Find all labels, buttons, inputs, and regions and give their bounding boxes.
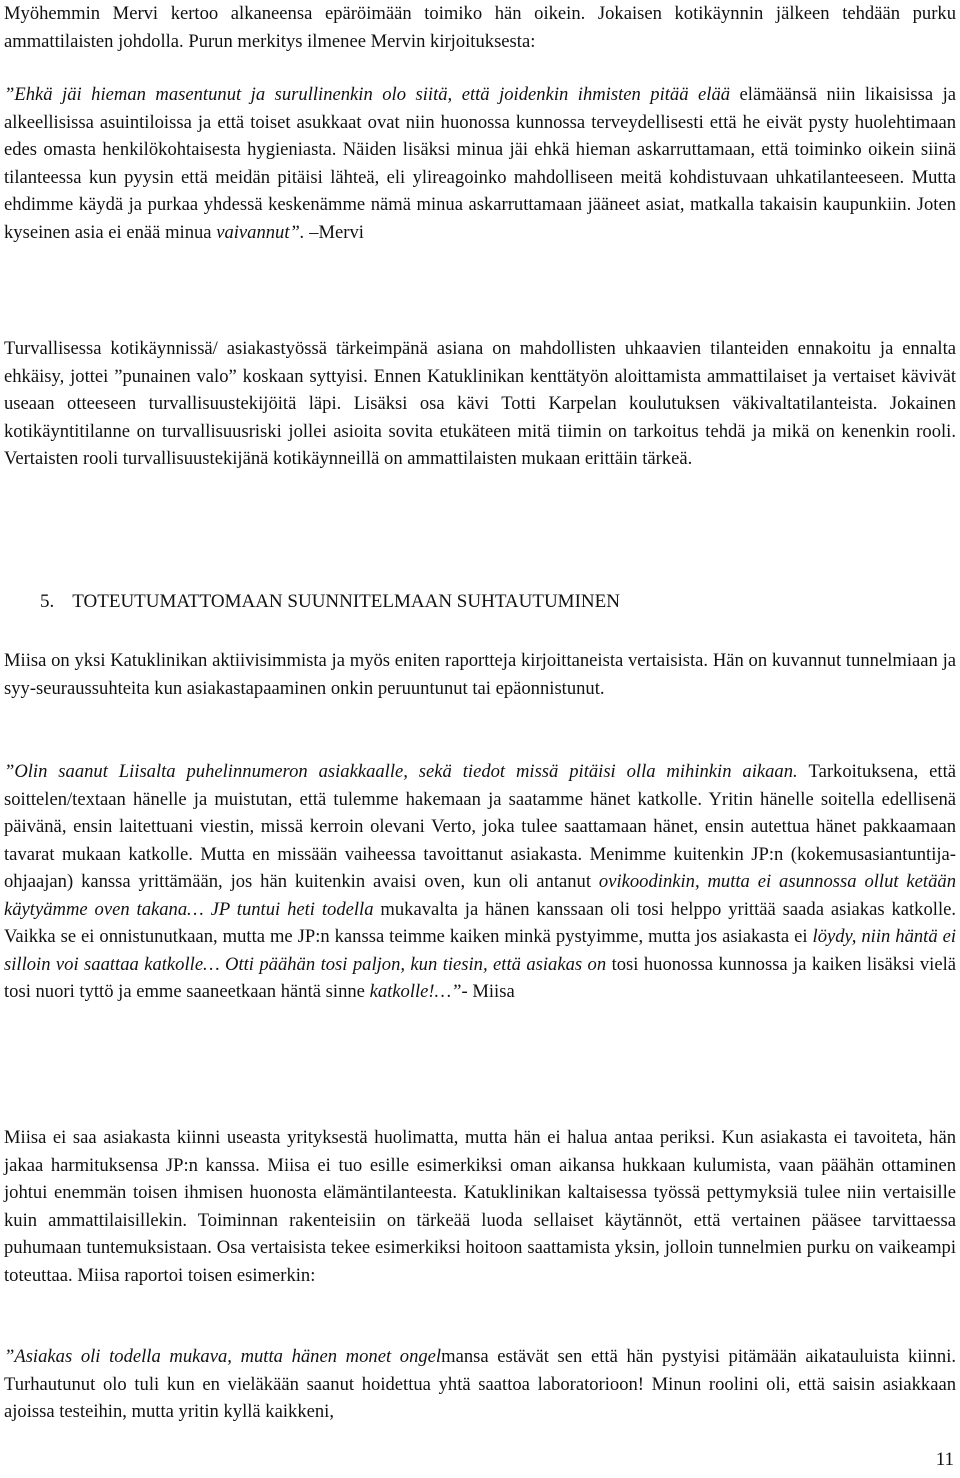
italic-text-run: löydy, niin häntä ei silloin voi saattaa katkolle… Otti päähän tosi paljon, kun tiesin, että asiakas on [4, 926, 957, 975]
text-run: mukavalta ja hänen kanssaan oli tosi helppo yrittää saada asiakas katkolle. Vaikka se ei onnistunutkaan, mutta me JP:n kanssa teimme kaiken minkä pystyimme, mutta jos asiakasta ei [4, 898, 957, 947]
text-run: - Miisa [461, 981, 515, 1002]
text-run: elämäänsä niin likaisissa ja alkeellisissa asuintiloissa ja että toiset asukkaat ovat niin huonossa kunnossa terveydellisesti että he eivät pysty huolehtimaan edes omasta henkilökohtaisesta hygieniasta. Näiden lisäksi minua jäi ehkä hieman askarruttamaan, että toiminko oikein siinä tilanteessa kun pyysin että meidän pitäisi lähteä, eli ylireagoinko mahdolliseen meitä kohdistuvaan uhkatilanteeseen. Mutta ehdimme käydä ja purkaa yhdessä keskenämme nämä minua askarruttamaan jääneet asiat, matkalla takaisin kaupunkiin. Joten kyseinen asia ei enää minua [4, 84, 957, 243]
text-run: tosi huonossa kunnossa ja kaiken lisäksi vielä tosi nuori tyttö ja emme saaneetkaan häntä sinne [4, 953, 956, 1002]
italic-text-run: vaivannut”. [216, 221, 305, 243]
text-run: Miisa ei saa asiakasta kiinni useasta yrityksestä huolimatta, mutta hän ei halua antaa periksi. Kun asiakasta ei tavoiteta, hän jakaa harmituksensa JP:n kanssa. Miisa ei tuo esille esimerkiksi oman aikansa hukkaan kulumista, vaan päähän ottaminen johtui enemmän toisen ihmisen huonosta elämäntilanteesta. Katuklinikan kaltaisessa työssä pettymyksiä tulee niin vertaisille kuin ammattilaisillekin. Toiminnan rakenteisiin on tärkeää luoda sellaiset käytännöt, että vertainen pääsee tarvittaessa puhumaan tuntemuksistaan. Osa vertaisista tekee esimerkiksi hoitoon saattamista yksin, jolloin tunnelmien purku on vaikeampi toteuttaa. Miisa raportoi toisen esimerkin: [4, 1127, 956, 1286]
text-run: Turvallisessa kotikäynnissä/ asiakastyössä tärkeimpänä asiana on mahdollisten uhkaavien tilanteiden ennakoitu ja ennalta ehkäisy, jottei ”punainen valo” koskaan syttyisi. Ennen Katuklinikan kenttätyön aloittamista ammattilaiset ja vertaiset kävivät useaan otteeseen turvallisuustekijöitä läpi. Lisäksi osa kävi Totti Karpelan koulutuksen väkivaltatilanteista. Jokainen kotikäyntitilanne on turvallisuusriski jollei asioita sovita etukäteen mitä tiimin on tarkoitus tehdä ja mikä on kenenkin rooli. Vertaisten rooli turvallisuustekijänä kotikäynneillä on ammattilaisten mukaan erittäin tärkeä. [4, 338, 956, 469]
text-run: mansa estävät sen että hän pystyisi pitämään aikatauluista kiinni. Turhautunut olo tuli kun en vieläkään saanut hoidettua yhtä saattoa laboratorioon! Minun roolini oli, että saisin asiakkaan ajoissa testeihin, mutta yritin kyllä kaikkeni, [4, 1346, 957, 1422]
paragraph-miisa-analysis [4, 1124, 956, 1289]
italic-text-run: ”Asiakas oli todella mukava, mutta hänen monet ongel [4, 1346, 442, 1367]
paragraph-safety [4, 335, 956, 473]
page-number: 11 [935, 1449, 954, 1470]
paragraph-mervi-intro [4, 0, 956, 55]
paragraph-miisa-intro [4, 647, 956, 702]
italic-text-run: katkolle!…” [369, 981, 462, 1002]
section-heading [40, 588, 620, 615]
quote-miisa-1 [4, 758, 956, 1006]
section-title: TOTEUTUMATTOMAAN SUUNNITELMAAN SUHTAUTUMINEN [72, 591, 620, 612]
text-run: Tarkoituksena, että soittelen/textaan hänelle ja muistutan, että tulemme hakemaan ja saatamme hänet katkolle. Yritin hänelle soitella edellisenä päivänä, ensin laitettuani viestin, missä kerroin olevani Verto, joka tulee saattamaan hänet, ensin autettua hänet pakkaamaan tavarat mukaan katkolle. Mutta en missään vaiheessa tavoittanut asiakasta. Menimme kuitenkin JP:n (kokemusasiantuntija-ohjaajan) kanssa yrittämään, jos hän kuitenkin avaisi oven, kun oli antanut [4, 761, 956, 892]
italic-text-run: ”Ehkä jäi hieman masentunut ja surullinenkin olo siitä, että joidenkin ihmisten pitää elää [4, 84, 740, 105]
quote-mervi [4, 81, 956, 246]
italic-text-run: ”Olin saanut Liisalta puhelinnumeron asiakkaalle, sekä tiedot missä pitäisi olla mihinkin aikaan. [4, 761, 809, 782]
text-run: Myöhemmin Mervi kertoo alkaneensa epäröimään toimiko hän oikein. Jokaisen kotikäynnin jälkeen tehdään purku ammattilaisten johdolla. Purun merkitys ilmenee Mervin kirjoituksesta: [4, 3, 956, 52]
text-run: Miisa on yksi Katuklinikan aktiivisimmista ja myös eniten raportteja kirjoittaneista vertaisista. Hän on kuvannut tunnelmiaan ja syy-seuraussuhteita kun asiakastapaaminen onkin peruuntunut tai epäonnistunut. [4, 650, 956, 699]
italic-text-run: ovikoodinkin, mutta ei asunnossa ollut ketään käytyämme oven takana… JP tuntui heti todella [4, 871, 956, 920]
text-run: –Mervi [304, 221, 364, 243]
section-number: 5. [40, 591, 55, 612]
quote-miisa-2 [4, 1343, 956, 1426]
